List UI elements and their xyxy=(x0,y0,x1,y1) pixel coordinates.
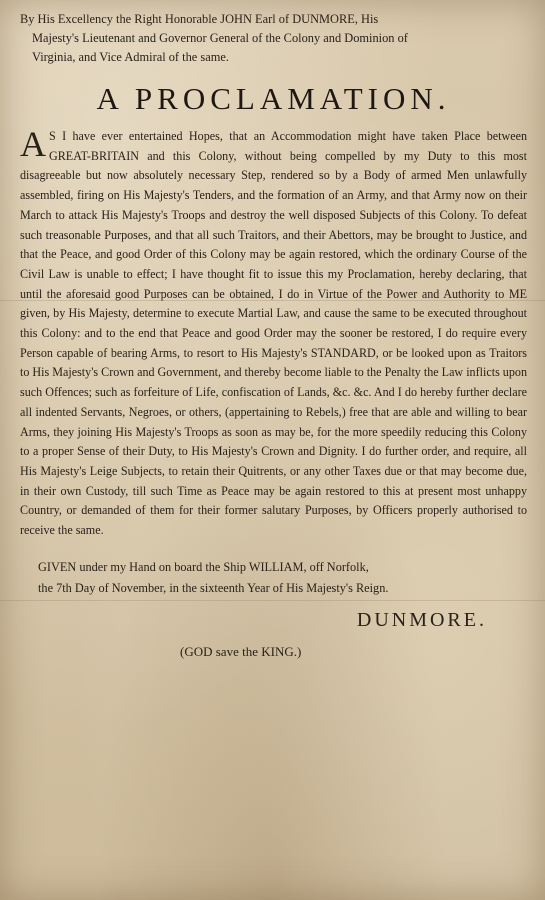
proclamation-body xyxy=(20,124,527,541)
heading-line-3: Virginia, and Vice Admiral of the same. xyxy=(32,50,229,64)
given-line-1: GIVEN under my Hand on board the Ship WILLIAM, off Norfolk, xyxy=(38,559,369,574)
given-line-2: the 7th Day of November, in the sixteenth Year of His Majesty's Reign. xyxy=(38,580,389,595)
heading-line-1: By His Excellency the Right Honorable JOHN Earl of DUNMORE, His xyxy=(20,12,379,26)
given-statement xyxy=(20,557,527,599)
closing-line: (GOD save the KING.) xyxy=(180,643,302,659)
paper-fold-line xyxy=(0,300,545,301)
drop-cap-letter: A xyxy=(20,124,46,164)
proclamation-title: A PROCLAMATION. xyxy=(96,81,451,116)
signature: DUNMORE. xyxy=(356,608,487,631)
paper-fold-line xyxy=(0,600,545,601)
heading-line-2: Majesty's Lieutenant and Governor General of the Colony and Dominion of xyxy=(32,31,408,45)
proclamation-body-text: S I have ever entertained Hopes, that an Accommodation might have taken Place between GREAT-BRITAIN and this Colony, without being compelled by my Duty to this most disagreeable but now absolutely necessary Step, rendered so by a Body of armed Men unlawfully assembled, firing on His Majesty's Tenders, and the formation of an Army, and that Army now on their March to attack His Majesty's Troops and destroy the well disposed Subjects of this Colony. To defeat such treasonable Purposes, and that all such Traitors, and their Abettors, may be brought to Justice, and that the Peace, and good Order of this Colony may be again restored, which the ordinary Course of the Civil Law is unable to effect; I have thought fit to issue this my Proclamation, hereby declaring, that until the aforesaid good Purposes can be obtained, I do in Virtue of the Power and Authority to ME given, by His Majesty, determine to execute Martial Law, and cause the same to be executed throughout this Colony: and to the end that Peace and good Order may the sooner be restored, I do require every Person capable of bearing Arms, to resort to His Majesty's STANDARD, or be looked upon as Traitors to His Majesty's Crown and Government, and thereby become liable to the Penalty the Law inflicts upon such Offences; such as forfeiture of Life, confiscation of Lands, &c. &c. And I do hereby further declare all indented Servants, Negroes, or others, (appertaining to Rebels,) free that are able and willing to bear Arms, they joining His Majesty's Troops as soon as may be, for the more speedily reducing this Colony to a proper Sense of their Duty, to His Majesty's Crown and Dignity. I do further order, and require, all His Majesty's Leige Subjects, to retain their Quitrents, or any other Taxes due or that may become due, in their own Custody, till such Time as Peace may be again restored to this at present most unhappy Country, or demanded of them for their former salutary Purposes, by Officers properly authorised to receive the same. xyxy=(20,129,527,538)
document-heading xyxy=(20,10,527,67)
